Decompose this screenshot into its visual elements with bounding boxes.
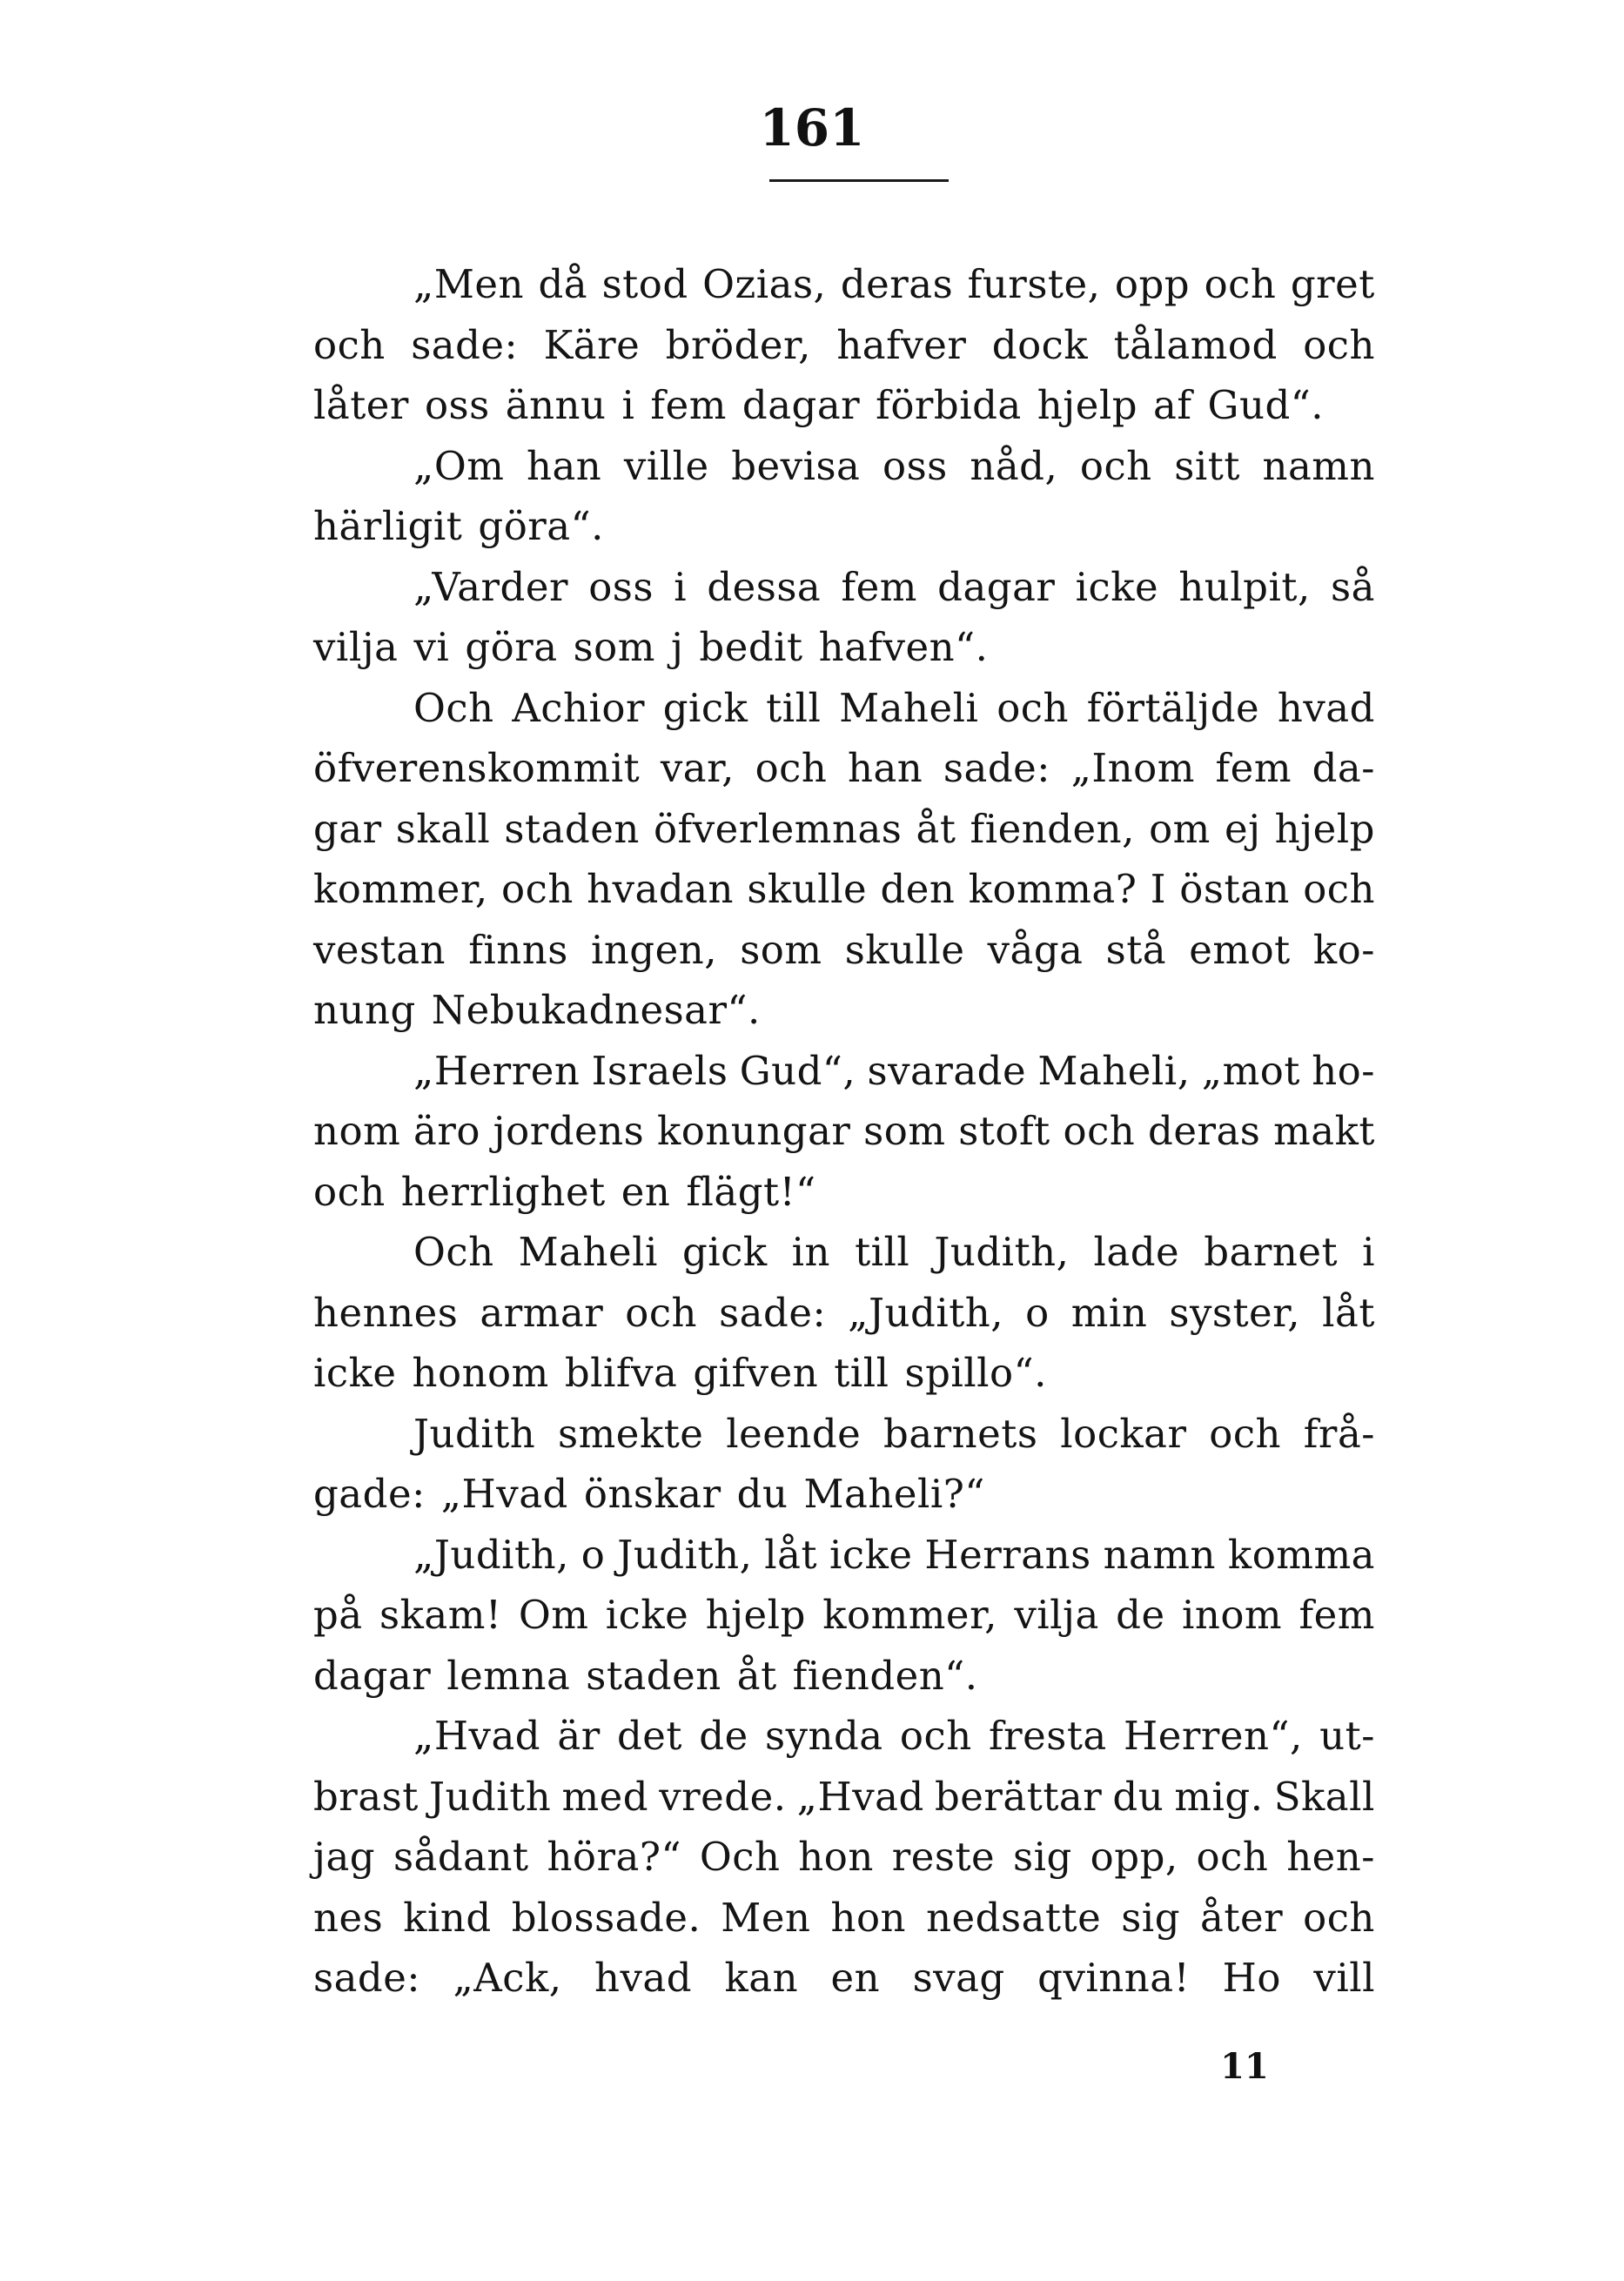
word: ännu [505,382,607,428]
word: en [621,1168,671,1215]
word: de [699,1713,748,1759]
word: du [1112,1773,1164,1820]
word: icke [829,1531,913,1578]
word: oss [882,442,948,489]
word: dessa [707,563,822,610]
word: gifven [693,1350,819,1396]
word: I [1150,866,1166,912]
word: oss [588,563,654,610]
word: den [880,866,956,912]
word: synda [765,1713,883,1759]
word: makt [1273,1108,1375,1154]
word: Gud“, [739,1047,856,1094]
word: och [755,745,828,791]
word: deras [840,261,954,307]
word: låter [313,382,409,428]
word: höra?“ [547,1834,681,1880]
word: och [1303,321,1375,368]
word: Käre [543,321,641,368]
word: komma [1227,1531,1375,1578]
text-line [313,738,1375,799]
word: Herren“, [1124,1713,1303,1759]
word: sitt [1174,442,1240,489]
word: hvad [594,1955,693,2001]
word: ut- [1319,1713,1375,1759]
word: berättar [934,1773,1103,1820]
page-number: 161 [759,98,865,158]
text-line [313,1343,1375,1404]
word: armar [480,1289,604,1336]
word: o [1025,1289,1050,1336]
word: ho- [1312,1047,1375,1094]
word: oss [424,382,490,428]
word: skam! [379,1592,502,1638]
word: fienden, [970,805,1135,852]
word: sade: [943,745,1050,791]
word: sig [1013,1834,1072,1880]
word: låt [764,1531,818,1578]
word: hjelp [1274,805,1375,852]
word: och [899,1713,972,1759]
word: hafver [836,321,967,368]
word: „Men [413,261,525,307]
word: da- [1312,745,1375,791]
word: skulle [747,866,868,912]
word: Nebukadnesar“. [431,987,761,1033]
word: sådant [393,1834,529,1880]
word: flägt!“ [686,1168,816,1215]
word: min [1070,1289,1148,1336]
word: och [1209,1410,1282,1457]
word: dock [991,321,1089,368]
text-line [313,1585,1375,1646]
word: brast [313,1773,419,1820]
word: Skall [1273,1773,1375,1820]
word: och [625,1289,698,1336]
word: Gud“. [1207,382,1325,428]
word: Om [518,1592,589,1638]
word: opp, [1090,1834,1178,1880]
text-line [313,1041,1375,1102]
word: Achior [512,684,645,731]
text-line [313,1101,1375,1162]
text-line [313,1404,1375,1465]
text-line [313,1464,1375,1525]
word: Men [721,1894,811,1941]
word: Maheli [518,1229,658,1275]
word: namn [1103,1531,1217,1578]
word: nung [313,987,416,1033]
word: som [573,624,655,670]
word: hjelp [705,1592,806,1638]
word: reste [891,1834,996,1880]
word: förtäljde [1086,684,1260,731]
word: finns [468,926,568,973]
text-line [313,557,1375,618]
word: bröder, [665,321,811,368]
word: barnets [883,1410,1038,1457]
word: nes [313,1894,384,1941]
text-line [313,1706,1375,1767]
word: Ho [1222,1955,1281,2001]
word: Ozias, [702,261,827,307]
word: Maheli [839,684,979,731]
word: „Varder [413,563,569,610]
word: „Om [413,442,505,489]
word: åt [916,805,956,852]
word: Herrans [924,1531,1091,1578]
word: på [313,1592,363,1638]
word: stod [601,261,688,307]
word: namn [1262,442,1375,489]
word: svarade [867,1047,1027,1094]
word: då [538,261,588,307]
word: fresta [988,1713,1107,1759]
word: blifva [564,1350,678,1396]
word: och [313,1168,386,1215]
word: fienden“. [792,1652,978,1699]
word: qvinna! [1037,1955,1191,2001]
word: gade: [313,1471,426,1517]
word: icke [1075,563,1159,610]
word: i [621,382,635,428]
word: Maheli?“ [803,1471,985,1517]
word: till [834,1350,889,1396]
word: Judith, [934,1229,1070,1275]
word: opp [1114,261,1191,307]
word: Maheli, [1037,1047,1191,1094]
word: hennes [313,1289,459,1336]
word: „Ack, [453,1955,562,2001]
word: gret [1290,261,1375,307]
word: „Hvad [440,1471,568,1517]
word: Och [699,1834,781,1880]
word: sade: [411,321,519,368]
word: inom [1181,1592,1283,1638]
word: mig. [1174,1773,1264,1820]
word: så [1330,563,1375,610]
word: „Inom [1070,745,1195,791]
word: hen- [1286,1834,1375,1880]
word: vrede. [659,1773,787,1820]
word: lemna [446,1652,571,1699]
word: jordens [493,1108,645,1154]
word: fem [650,382,727,428]
word: och [1303,866,1375,912]
text-line [313,315,1375,376]
word: „Herren [413,1047,580,1094]
word: ko- [1312,926,1375,973]
text-line [313,1162,1375,1223]
text-line [313,375,1375,436]
word: sig [1121,1894,1181,1941]
text-line [313,1646,1375,1707]
word: förbida [876,382,1022,428]
word: spillo“. [904,1350,1047,1396]
word: lade [1093,1229,1180,1275]
text-line [313,436,1375,497]
word: äro [413,1108,480,1154]
word: komma? [968,866,1137,912]
word: och [997,684,1069,731]
word: han [526,442,602,489]
text-line [313,1888,1375,1949]
word: stoft [958,1108,1050,1154]
word: „Judith, [848,1289,1004,1336]
word: nom [313,1108,401,1154]
word: icke [313,1350,397,1396]
word: och [501,866,574,912]
word: och [1063,1108,1136,1154]
text-line [313,1767,1375,1828]
word: ingen, [590,926,718,973]
text-line [313,254,1375,315]
word: bevisa [731,442,861,489]
word: hon [830,1894,907,1941]
word: önskar [583,1471,721,1517]
word: „Judith, [413,1531,569,1578]
text-line [313,1222,1375,1283]
word: frå- [1303,1410,1375,1457]
text-line [313,799,1375,860]
word: vilja [313,624,399,670]
word: åt [736,1652,777,1699]
word: och [1079,442,1152,489]
word: kan [724,1955,799,2001]
text-line [313,920,1375,981]
word: hvadan [587,866,735,912]
body-text [313,254,1375,2009]
word: hulpit, [1178,563,1311,610]
text-line [313,617,1375,678]
word: till [766,684,822,731]
word: vilja [1014,1592,1099,1638]
word: det [617,1713,683,1759]
word: jag [313,1834,376,1880]
word: som [863,1108,946,1154]
word: in [791,1229,831,1275]
word: af [1153,382,1192,428]
header-rule [769,179,949,182]
word: tålamod [1113,321,1278,368]
word: sade: [719,1289,827,1336]
word: j [670,624,684,670]
word: dagar [742,382,861,428]
word: barnet [1204,1229,1339,1275]
word: kommer, [313,866,488,912]
word: kind [403,1894,492,1941]
word: furste, [967,261,1101,307]
word: östan [1179,866,1290,912]
word: svag [912,1955,1005,2001]
text-line [313,1283,1375,1344]
text-line [313,496,1375,557]
text-line [313,1948,1375,2009]
word: dagar [937,563,1056,610]
word: stå [1105,926,1167,973]
word: sade: [313,1955,421,2001]
word: fem [1299,1592,1375,1638]
word: syster, [1169,1289,1301,1336]
word: Judith [413,1410,536,1457]
word: gick [681,1229,768,1275]
word: herrlighet [400,1168,606,1215]
word: i [674,563,688,610]
word: vestan [313,926,446,973]
word: dagar [313,1652,432,1699]
word: deras [1148,1108,1261,1154]
word: låt [1322,1289,1375,1336]
word: och [313,321,386,368]
word: de [1116,1592,1165,1638]
text-line [313,980,1375,1041]
word: som [740,926,822,973]
word: fem [841,563,917,610]
word: emot [1189,926,1291,973]
word: Och [413,1229,494,1275]
word: skulle [844,926,965,973]
word: härligit [313,503,463,549]
word: honom [412,1350,549,1396]
word: hon [798,1834,874,1880]
word: leende [726,1410,862,1457]
word: „Hvad [796,1773,924,1820]
word: göra“. [478,503,604,549]
word: till [855,1229,910,1275]
word: Israels [591,1047,728,1094]
word: blossade. [511,1894,701,1941]
word: bedit [699,624,803,670]
word: o [580,1531,606,1578]
word: var, [660,745,735,791]
word: och [1204,261,1277,307]
word: öfverlemnas [653,805,903,852]
word: hvad [1277,684,1375,731]
word: skall [395,805,491,852]
word: du [736,1471,789,1517]
word: han [847,745,923,791]
word: nedsatte [926,1894,1102,1941]
word: staden [586,1652,721,1699]
word: vill [1313,1955,1375,2001]
word: fem [1215,745,1292,791]
word: gar [313,805,382,852]
word: är [557,1713,601,1759]
word: en [830,1955,881,2001]
text-line [313,859,1375,920]
word: göra [465,624,558,670]
word: smekte [558,1410,704,1457]
word: gick [662,684,748,731]
signature-mark: 11 [1220,2046,1269,2087]
word: nåd, [970,442,1058,489]
word: konungar [656,1108,851,1154]
word: Och [413,684,494,731]
text-line [313,1827,1375,1888]
word: ej [1224,805,1261,852]
word: Judith [428,1773,552,1820]
word: och [1196,1834,1269,1880]
word: hjelp [1037,382,1138,428]
word: åter [1200,1894,1284,1941]
word: öfverenskommit [313,745,641,791]
word: hafven“. [818,624,989,670]
word: „mot [1201,1047,1300,1094]
word: om [1149,805,1211,852]
word: kommer, [822,1592,997,1638]
word: ville [623,442,709,489]
word: lockar [1060,1410,1187,1457]
word: Judith, [617,1531,753,1578]
word: „Hvad [413,1713,541,1759]
word: och [1303,1894,1375,1941]
word: i [1362,1229,1375,1275]
text-line [313,678,1375,739]
word: våga [987,926,1084,973]
word: med [561,1773,649,1820]
word: vi [413,624,450,670]
word: icke [605,1592,689,1638]
text-line [313,1525,1375,1586]
word: staden [504,805,640,852]
